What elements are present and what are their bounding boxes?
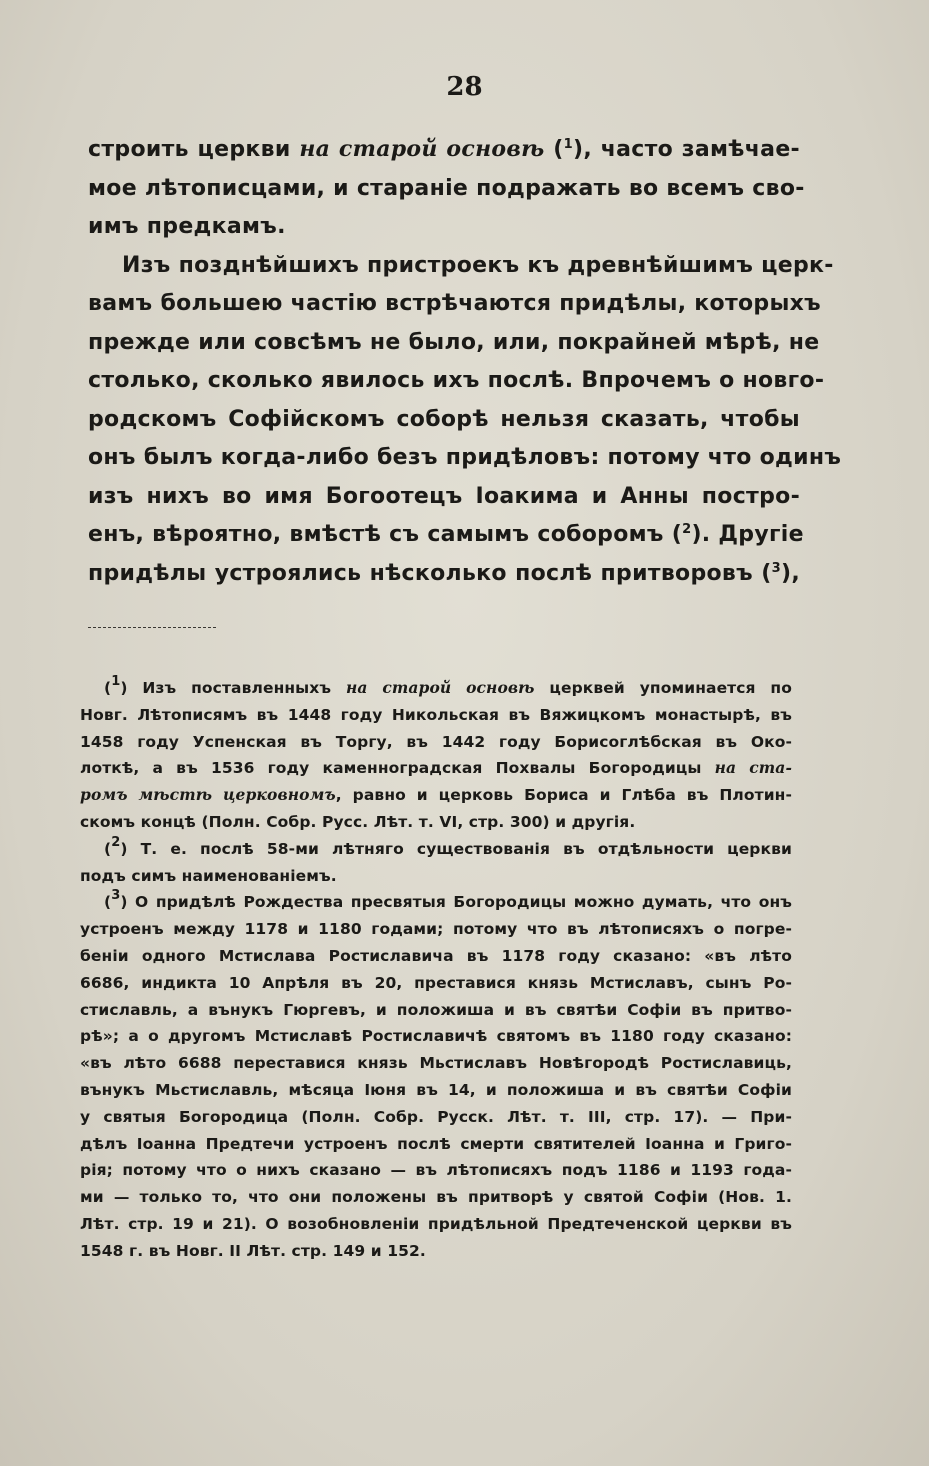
- text-line: лоткѣ, а въ 1536 году каменноградская Похвалы Богородицы на ста-: [80, 758, 792, 778]
- text-line: строить церкви на старой основѣ ($^1$), часто замѣчае-: [88, 136, 800, 162]
- text-line: вънукъ Мьстиславль, мѣсяца Іюня въ 14, и положиша и въ святѣи Софіи: [80, 1080, 792, 1099]
- italic-phrase: на старой основѣ: [345, 678, 535, 697]
- text-line: дѣлъ Іоанна Предтечи устроенъ послѣ смерти святителей Іоанна и Григо-: [80, 1134, 792, 1153]
- text-line: у святыя Богородица (Полн. Собр. Русск. Лѣт. т. III, стр. 17). — При-: [80, 1107, 792, 1126]
- footnote-3: [80, 889, 792, 1264]
- italic-phrase: на старой основѣ: [299, 136, 545, 162]
- text-line: онъ былъ когда-либо безъ придѣловъ: потому что одинъ: [88, 445, 842, 470]
- text-line: ми — только то, что они положены въ притворѣ у святой Софіи (Нов. 1.: [80, 1188, 792, 1207]
- text-line: беніи одного Мстислава Ростиславича въ 1178 году сказано: «въ лѣто: [80, 946, 792, 965]
- footnote-ref: 3: [771, 560, 781, 576]
- text-line: столько, сколько явилось ихъ послѣ. Впрочемъ о новго-: [88, 368, 825, 393]
- footnote-1: [80, 675, 792, 836]
- text-line: ($^2$) Т. е. послѣ 58-ми лѣтняго существованія въ отдѣльности церкви: [104, 834, 792, 858]
- text-line: изъ нихъ во имя Богоотецъ Іоакима и Анны постро-: [88, 483, 800, 509]
- main-text: [88, 130, 842, 593]
- footnote-ref: 2: [682, 522, 692, 537]
- text-line: ромъ мѣстѣ церковномъ, равно и церковь Бориса и Глѣба въ Плотин-: [80, 785, 792, 805]
- text-line: устроенъ между 1178 и 1180 годами; потому что въ лѣтописяхъ о погре-: [80, 920, 792, 939]
- footnotes: [80, 675, 792, 1265]
- text-line: 1458 году Успенская въ Торгу, въ 1442 году Борисоглѣбская въ Око-: [80, 732, 792, 751]
- text-line: енъ, вѣроятно, вмѣстѣ съ самымъ соборомъ ($^2$). Другіе: [88, 522, 804, 547]
- text-line: Изъ позднѣйшихъ пристроекъ къ древнѣйшимъ церк-: [122, 252, 834, 278]
- text-line: родскомъ Софійскомъ соборѣ нельзя сказать, чтобы: [88, 406, 800, 432]
- text-line: 1548 г. въ Новг. II Лѣт. стр. 149 и 152.: [80, 1241, 426, 1260]
- footnote-ref: 1: [563, 137, 573, 152]
- text-line: стиславль, а вънукъ Гюргевъ, и положиша и въ святѣи Софіи въ притво-: [80, 1000, 792, 1019]
- footnote-mark: 1: [111, 674, 121, 689]
- text-line: ($^3$) О придѣлѣ Рождества пресвятыя Богородицы можно думать, что онъ: [104, 888, 792, 912]
- text-line: рія; потому что о нихъ сказано — въ лѣтописяхъ подъ 1186 и 1193 года-: [80, 1161, 792, 1180]
- text-line: придѣлы устроялись нѣсколько послѣ притворовъ ($^3$),: [88, 560, 800, 586]
- text-line: «въ лѣто 6688 переставися князь Мьстиславъ Новѣгородѣ Ростиславиць,: [80, 1054, 792, 1073]
- italic-phrase: на ста-: [714, 758, 792, 778]
- text-line: имъ предкамъ.: [88, 214, 286, 239]
- text-line: рѣ»; а о другомъ Мстиславѣ Ростиславичѣ святомъ въ 1180 году сказано:: [80, 1027, 792, 1046]
- text-line: скомъ концѣ (Полн. Собр. Русс. Лѣт. т. VI, стр. 300) и другія.: [80, 812, 636, 831]
- text-line: Новг. Лѣтописямъ въ 1448 году Никольская въ Вяжицкомъ монастырѣ, въ: [80, 705, 792, 724]
- text-line: 6686, индикта 10 Апрѣля въ 20, преставися князь Мстиславъ, сынъ Ро-: [80, 973, 792, 992]
- text-line: вамъ большею частію встрѣчаются придѣлы, которыхъ: [88, 291, 821, 316]
- page-number: 28: [446, 72, 483, 102]
- footnote-divider: [88, 627, 216, 628]
- italic-phrase: ромъ мѣстѣ церковномъ: [80, 785, 336, 805]
- footnote-mark: 3: [111, 888, 121, 904]
- text-line: Лѣт. стр. 19 и 21). О возобновленіи придѣльной Предтеченской церкви въ: [80, 1214, 792, 1233]
- text-line: мое лѣтописцами, и стараніе подражать во всемъ сво-: [88, 175, 805, 201]
- text-line: подъ симъ наименованіемъ.: [80, 866, 337, 885]
- text-line: ($^1$) Изъ поставленныхъ на старой основѣ церквей упоминается по: [104, 674, 792, 697]
- footnote-2: [80, 836, 792, 890]
- text-line: прежде или совсѣмъ не было, или, покрайней мѣрѣ, не: [88, 329, 820, 355]
- footnote-mark: 2: [111, 834, 121, 850]
